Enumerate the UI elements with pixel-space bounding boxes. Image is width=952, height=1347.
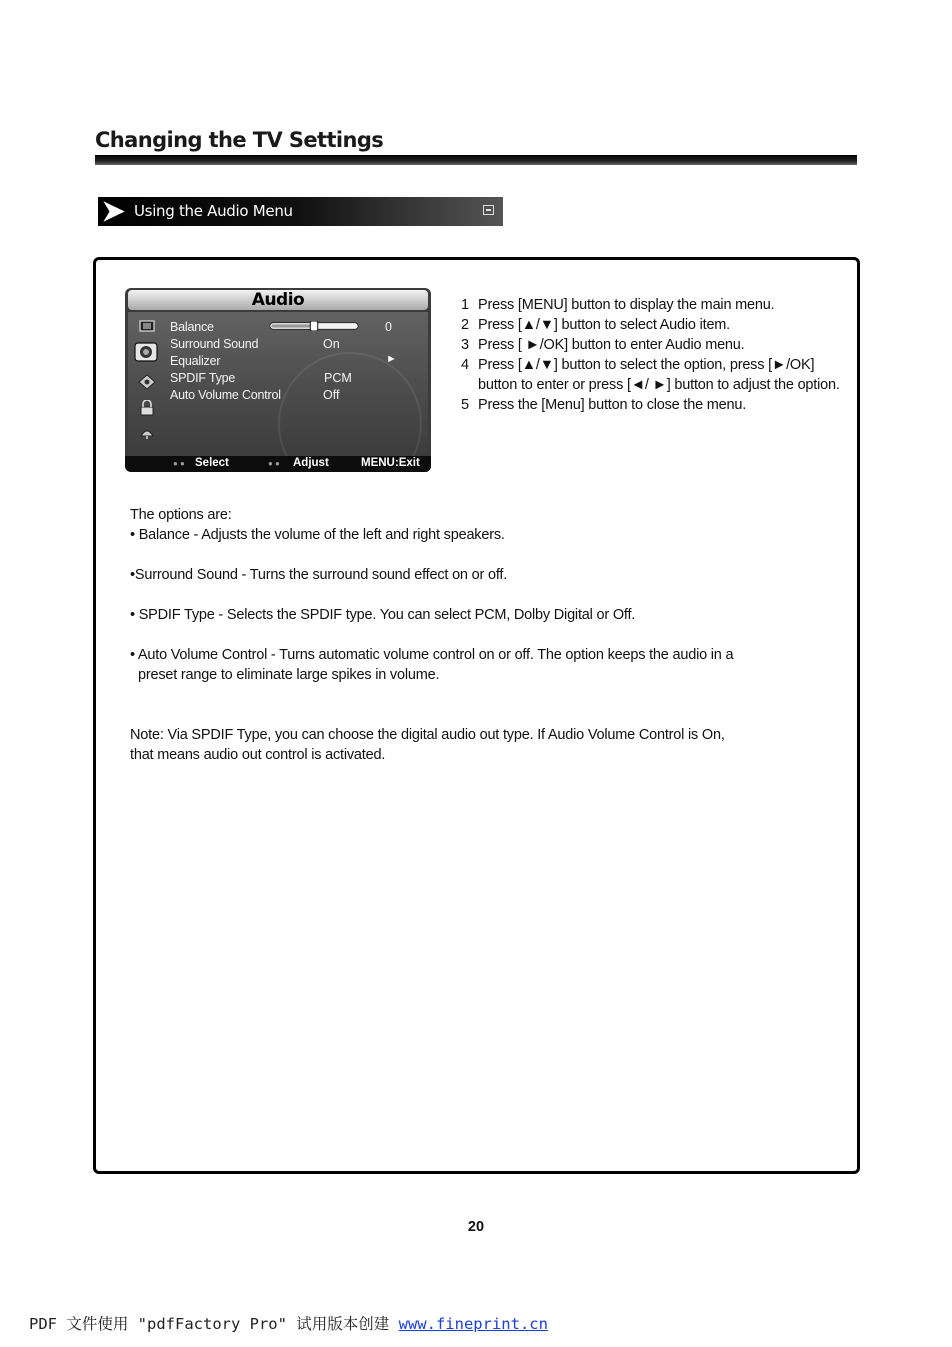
- osd-value-auto-volume-control: Off: [323, 388, 340, 402]
- osd-row-auto-volume-control: Auto Volume Control: [170, 388, 281, 402]
- option-balance: • Balance - Adjusts the volume of the left and right speakers.: [130, 527, 505, 543]
- osd-footer: [125, 456, 431, 472]
- option-auto-volume-control-cont: preset range to eliminate large spikes in volume.: [138, 667, 440, 683]
- options-intro: The options are:: [130, 507, 232, 523]
- osd-value-spdif-type: PCM: [324, 371, 352, 385]
- heading-rule: [95, 155, 857, 165]
- fineprint-link[interactable]: www.fineprint.cn: [398, 1315, 548, 1333]
- decorative-swirl: [278, 352, 422, 472]
- osd-row-balance: Balance: [170, 320, 214, 334]
- step-1: 1 Press [MENU] button to display the main menu.: [461, 297, 775, 313]
- pdf-footer-text: PDF 文件使用 "pdfFactory Pro" 试用版本创建: [29, 1315, 399, 1333]
- steps-list: [461, 295, 851, 415]
- osd-footer-adjust: Adjust: [293, 457, 329, 469]
- pdf-factory-footer: [29, 1312, 548, 1334]
- setup-icon: [138, 374, 156, 390]
- audio-osd-menu: [125, 288, 431, 472]
- option-auto-volume-control: • Auto Volume Control - Turns automatic volume control on or off. The option keeps the audio in a: [130, 647, 734, 663]
- osd-value-surround-sound: On: [323, 337, 340, 351]
- step-4: 4 Press [▲/▼] button to select the option, press [►/OK] button to enter or press [◄/ ►] button to adjust the option.: [461, 357, 840, 393]
- osd-title: Audio: [128, 290, 428, 310]
- menu-icon: [483, 205, 494, 215]
- osd-icon-column: [128, 312, 166, 454]
- option-spdif-type: • SPDIF Type - Selects the SPDIF type. You can select PCM, Dolby Digital or Off.: [130, 607, 636, 623]
- note-line-2: that means audio out control is activated.: [130, 747, 386, 763]
- left-right-dots-icon: ● ●: [268, 459, 280, 468]
- options-text: [130, 505, 830, 765]
- osd-row-equalizer: Equalizer: [170, 354, 221, 368]
- osd-value-balance: 0: [385, 320, 392, 334]
- up-down-dots-icon: ● ●: [173, 459, 185, 468]
- osd-footer-select: Select: [195, 457, 229, 469]
- note-line-1: Note: Via SPDIF Type, you can choose the digital audio out type. If Audio Volume Control is On,: [130, 727, 725, 743]
- picture-icon: [138, 318, 156, 334]
- osd-value-equalizer: ►: [386, 353, 397, 365]
- osd-row-surround-sound: Surround Sound: [170, 337, 259, 351]
- audio-icon: [134, 342, 158, 362]
- channel-icon: [138, 424, 156, 440]
- step-3: 3 Press [ ►/OK] button to enter Audio menu.: [461, 337, 745, 353]
- page-number: 20: [467, 1219, 485, 1235]
- osd-footer-exit: MENU:Exit: [361, 457, 420, 469]
- osd-row-spdif-type: SPDIF Type: [170, 371, 236, 385]
- lock-icon: [138, 400, 156, 416]
- balance-slider: [260, 321, 368, 331]
- option-surround-sound: •Surround Sound - Turns the surround sound effect on or off.: [130, 567, 508, 583]
- step-2: 2 Press [▲/▼] button to select Audio item.: [461, 317, 731, 333]
- chevron-right-icon: [100, 198, 128, 225]
- section-banner-label: Using the Audio Menu: [134, 202, 293, 220]
- page-title: Changing the TV Settings: [95, 128, 384, 152]
- section-banner: [98, 197, 503, 226]
- step-5: 5 Press the [Menu] button to close the menu.: [461, 397, 747, 413]
